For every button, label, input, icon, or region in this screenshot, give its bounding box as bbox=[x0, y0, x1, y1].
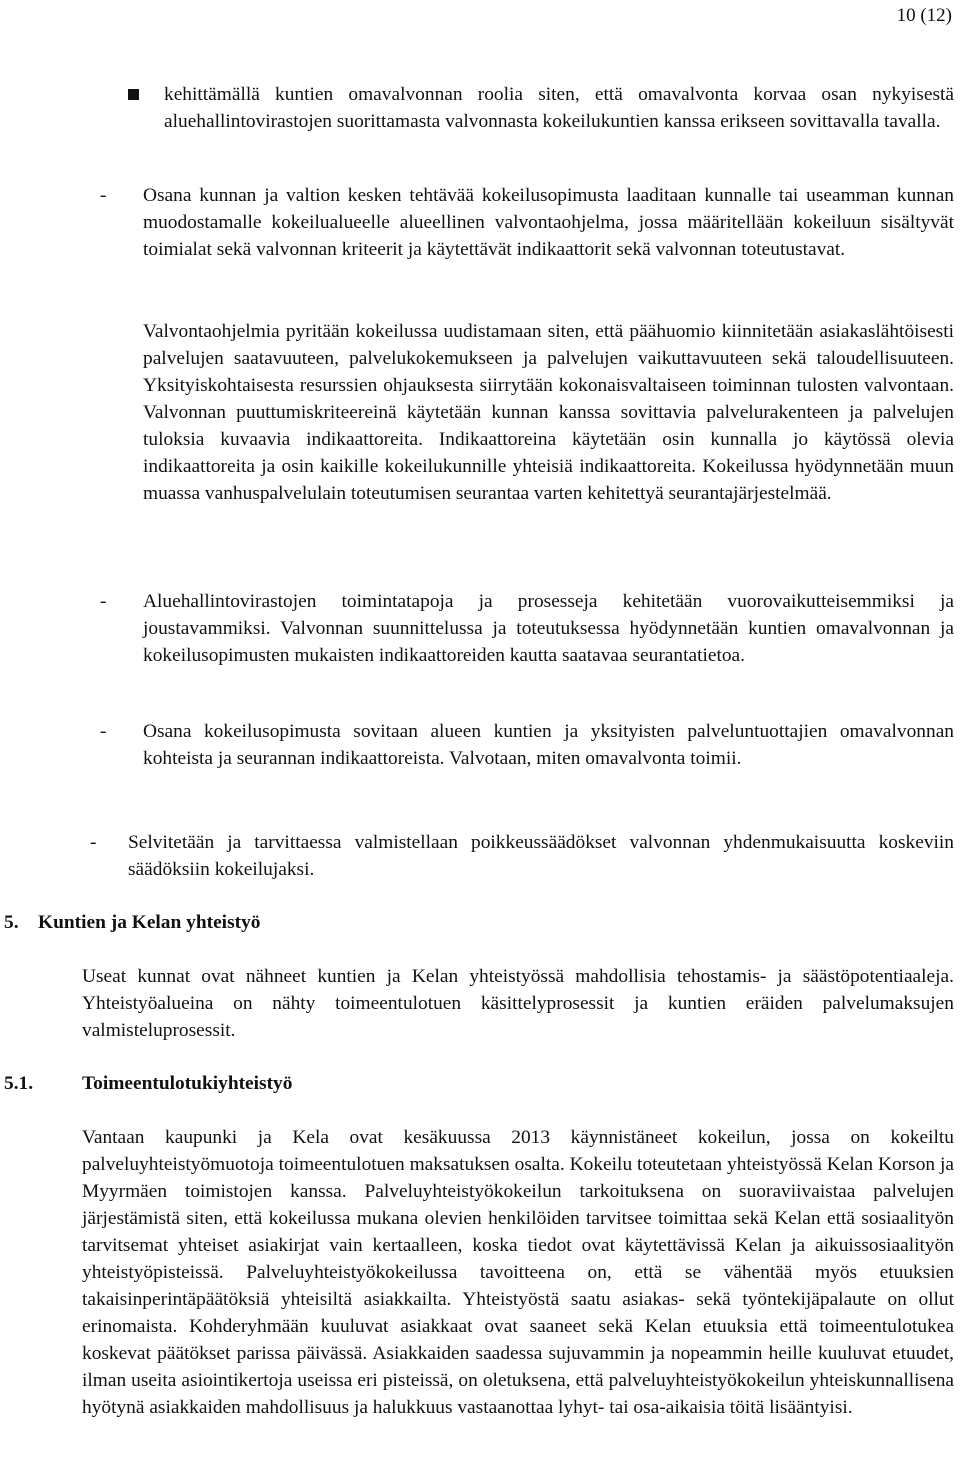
section-paragraph-text: Useat kunnat ovat nähneet kuntien ja Kelan yhteistyössä mahdollisia tehostamis- ja säästöpotentiaaleja. Yhteistyöalueina on nähty toimeentulotuen käsittelyprosessit ja kuntien eräiden palvelumaksujen valmisteluprosessit. bbox=[82, 966, 954, 1041]
dash-marker: - bbox=[100, 591, 107, 612]
square-bullet-icon bbox=[128, 89, 139, 100]
bullet-item-text: kehittämällä kuntien omavalvonnan roolia siten, että omavalvonta korvaa osan nykyisestä aluehallintovirastojen suorittamasta valvonnasta kokeilukuntien kanssa erikseen sovittavalla tavalla. bbox=[164, 84, 954, 132]
subsection-paragraph-text: Vantaan kaupunki ja Kela ovat kesäkuussa 2013 käynnistäneet kokeilun, jossa on kokeiltu palveluyhteistyömuotoja toimeentulotuen maksatuksen osalta. Kokeilu toteutetaan yhteistyössä Kelan Korson ja Myyrmäen toimistojen kanssa. Palveluyhteistyökokeilun tarkoituksena on suoraviivaistaa palvelujen järjestämistä siten, että kokeilussa mukana olevien henkilöiden tarvitsee toimittaa sekä Kelan että sosiaalityön tarvitsemat yhteiset asiakirjat vain kertaalleen, koska tiedot ovat käytettävissä Kelan ja aikuissosiaalityön yhteistyöpisteissä. Palveluyhteistyökokeilussa tavoitteena on, että se vähentää myös etuuksien takaisinperintäpäätöksiä yhteisiltä asiakkailta. Yhteistyöstä saatu asiakas- sekä työntekijäpalaute on ollut erinomaista. Kohderyhmään kuuluvat asiakkaat ovat saaneet sekä Kelan etuuksia että toimeentulotukea koskevat päätökset parissa päivässä. Asiakkaiden saadessa sujuvammin ja nopeammin heille kuuluvat etuudet, ilman useita asiointikertoja useissa eri pisteissä, on oletuksena, että palveluyhteistyökokeilun yhteiskunnallisena hyötynä asiakkaiden mahdollisuus ja halukkuus vastaanottaa lyhyt- tai osa-aikaisia töitä lisääntyisi. bbox=[82, 1127, 954, 1418]
list-item-text: Selvitetään ja tarvittaessa valmistellaan poikkeussäädökset valvonnan yhdenmukaisuutta koskeviin säädöksiin kokeilujaksi. bbox=[128, 832, 954, 880]
nested-list-item-text: Osana kokeilusopimusta sovitaan alueen kuntien ja yksityisten palveluntuottajien omavalvonnan kohteista ja seurannan indikaattoreista. Valvotaan, miten omavalvonta toimii. bbox=[143, 721, 954, 769]
section-number: 5. bbox=[4, 912, 19, 933]
dash-marker: - bbox=[90, 832, 97, 853]
nested-list-item-text: Osana kunnan ja valtion kesken tehtävää kokeilusopimusta laaditaan kunnalle tai useamman kunnan muodostamalle kokeilualueelle alueellinen valvontaohjelma, jossa määritellään kokeiluun sisältyvät toimialat sekä valvonnan kriteerit ja käytettävät indikaattorit sekä valvonnan toteutustavat. bbox=[143, 185, 954, 260]
section-title: Kuntien ja Kelan yhteistyö bbox=[38, 912, 261, 933]
dash-marker: - bbox=[100, 721, 107, 742]
subsection-number: 5.1. bbox=[4, 1073, 34, 1094]
nested-paragraph bbox=[143, 318, 954, 507]
bullet-item bbox=[128, 81, 954, 135]
nested-list-item bbox=[100, 718, 954, 772]
page-number: 10 (12) bbox=[896, 5, 952, 26]
section-heading bbox=[4, 909, 260, 936]
nested-paragraph-text: Valvontaohjelmia pyritään kokeilussa uudistamaan siten, että päähuomio kiinnitetään asiakaslähtöisesti palvelujen saatavuuteen, palvelukokemukseen ja palvelujen vaikuttavuuteen sekä taloudellisuuteen. Yksityiskohtaisesta resurssien ohjauksesta siirrytään kokonaisvaltaiseen toiminnan tulosten valvontaan. Valvonnan puuttumiskriteereinä käytetään kunnan kanssa sovittavia palvelurakenteen ja palvelujen tuloksia kuvaavia indikaattoreita. Indikaattoreina käytetään osin kunnalla jo käytössä olevia indikaattoreita ja osin kaikille kokeilukunnille yhteisiä indikaattoreita. Kokeilussa hyödynnetään muun muassa vanhuspalvelulain toteutumisen seurantaa varten kehitettyä seurantajärjestelmää. bbox=[143, 321, 954, 504]
subsection-heading bbox=[4, 1070, 292, 1097]
nested-list-item bbox=[100, 588, 954, 669]
subsection-paragraph bbox=[82, 1124, 954, 1421]
dash-marker: - bbox=[100, 185, 107, 206]
nested-list-item bbox=[100, 182, 954, 263]
list-item bbox=[90, 829, 954, 883]
nested-list-item-text: Aluehallintovirastojen toimintatapoja ja prosesseja kehitetään vuorovaikutteisemmiksi ja joustavammiksi. Valvonnan suunnittelussa ja toteutuksessa hyödynnetään kuntien omavalvonnan ja kokeilusopimusten mukaisten indikaattoreiden kautta saatavaa seurantatietoa. bbox=[143, 591, 954, 666]
subsection-title: Toimeentulotukiyhteistyö bbox=[82, 1073, 293, 1094]
section-paragraph bbox=[82, 963, 954, 1044]
